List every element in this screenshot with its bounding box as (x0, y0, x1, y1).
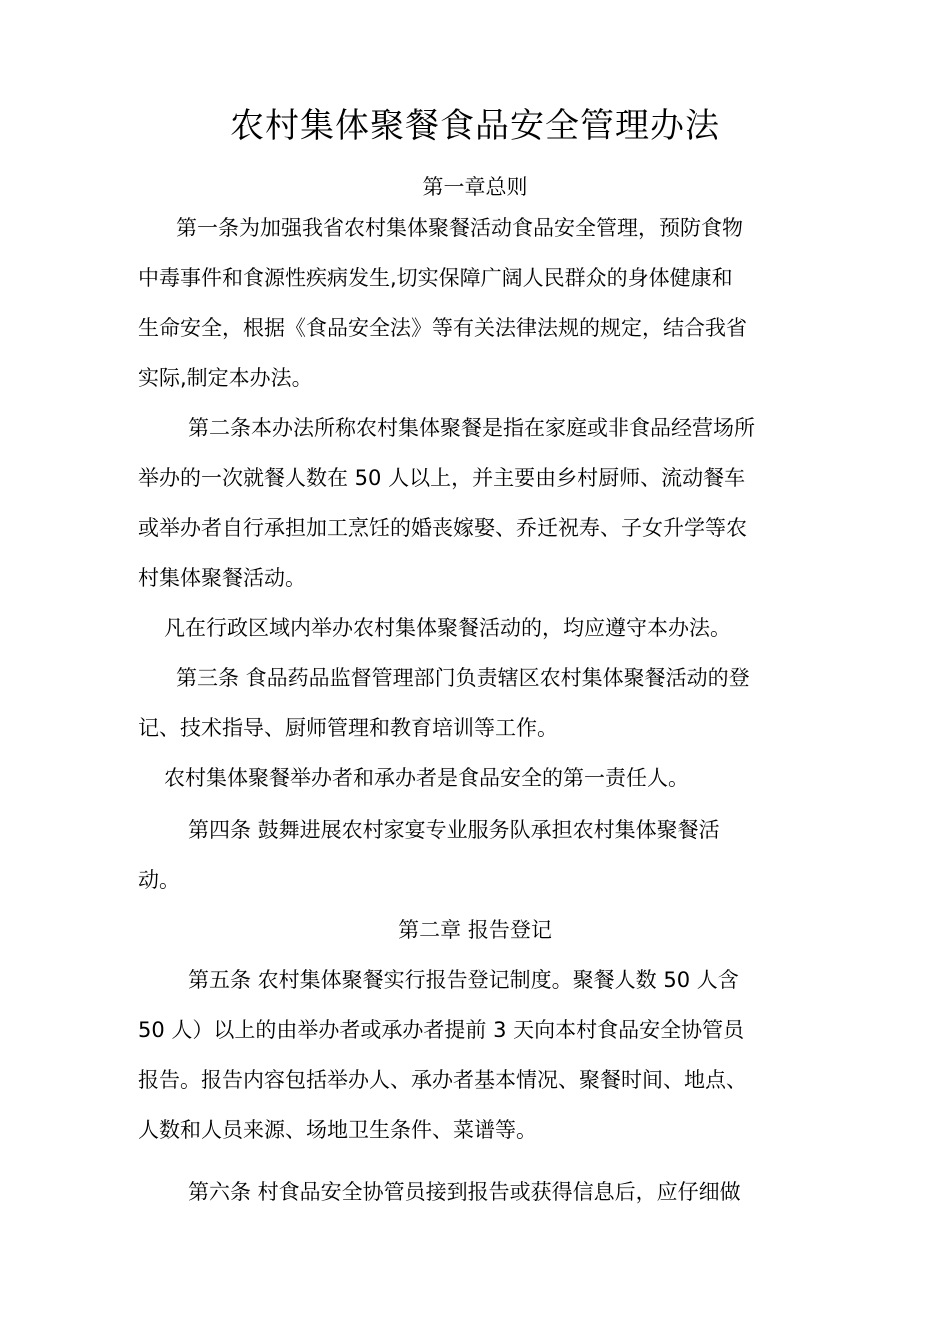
document-title: 农村集体聚餐食品安全管理办法 (230, 106, 720, 146)
paragraph-line: 第五条 农村集体聚餐实行报告登记制度。聚餐人数 50 人含 (188, 968, 739, 992)
paragraph-line: 第三条 食品药品监督管理部门负责辖区农村集体聚餐活动的登 (176, 666, 750, 690)
paragraph-line: 第二条本办法所称农村集体聚餐是指在家庭或非食品经营场所 (188, 416, 755, 440)
article-6-paragraph (138, 1167, 828, 1217)
paragraph-line: 报告。报告内容包括举办人、承办者基本情况、聚餐时间、地点、 (138, 1068, 747, 1092)
article-1-paragraph (138, 203, 828, 403)
paragraph-line: 中毒事件和食源性疾病发生,切实保障广阔人民群众的身体健康和 (138, 266, 733, 290)
paragraph-line: 农村集体聚餐举办者和承办者是食品安全的第一责任人。 (164, 766, 689, 790)
paragraph-line: 凡在行政区域内举办农村集体聚餐活动的，均应遵守本办法。 (164, 616, 731, 640)
paragraph-line: 动。 (138, 868, 180, 892)
paragraph-line: 实际,制定本办法。 (138, 366, 313, 390)
chapter-heading-2: 第二章 报告登记 (398, 918, 552, 942)
article-2-paragraph (138, 403, 828, 603)
paragraph-line: 生命安全，根据《食品安全法》等有关法律法规的规定，结合我省 (138, 316, 747, 340)
paragraph-line: 第一条为加强我省农村集体聚餐活动食品安全管理，预防食物 (176, 216, 743, 240)
chapter-heading-1: 第一章总则 (422, 175, 528, 199)
paragraph-line: 50 人）以上的由举办者或承办者提前 3 天向本村食品安全协管员 (138, 1018, 745, 1042)
article-5-paragraph (138, 955, 828, 1155)
paragraph-line: 或举办者自行承担加工烹饪的婚丧嫁娶、乔迁祝寿、子女升学等农 (138, 516, 747, 540)
paragraph-line: 第四条 鼓舞进展农村家宴专业服务队承担农村集体聚餐活 (188, 818, 720, 842)
article-3-paragraph (138, 653, 828, 753)
responsibility-paragraph (138, 753, 828, 803)
paragraph-line: 村集体聚餐活动。 (138, 566, 306, 590)
paragraph-line: 记、技术指导、厨师管理和教育培训等工作。 (138, 716, 558, 740)
paragraph-line: 第六条 村食品安全协管员接到报告或获得信息后，应仔细做 (188, 1180, 741, 1204)
article-4-paragraph (138, 805, 828, 905)
paragraph-line: 人数和人员来源、场地卫生条件、菜谱等。 (138, 1118, 537, 1142)
paragraph-line: 举办的一次就餐人数在 50 人以上，并主要由乡村厨师、流动餐车 (138, 466, 746, 490)
scope-paragraph (138, 603, 828, 653)
